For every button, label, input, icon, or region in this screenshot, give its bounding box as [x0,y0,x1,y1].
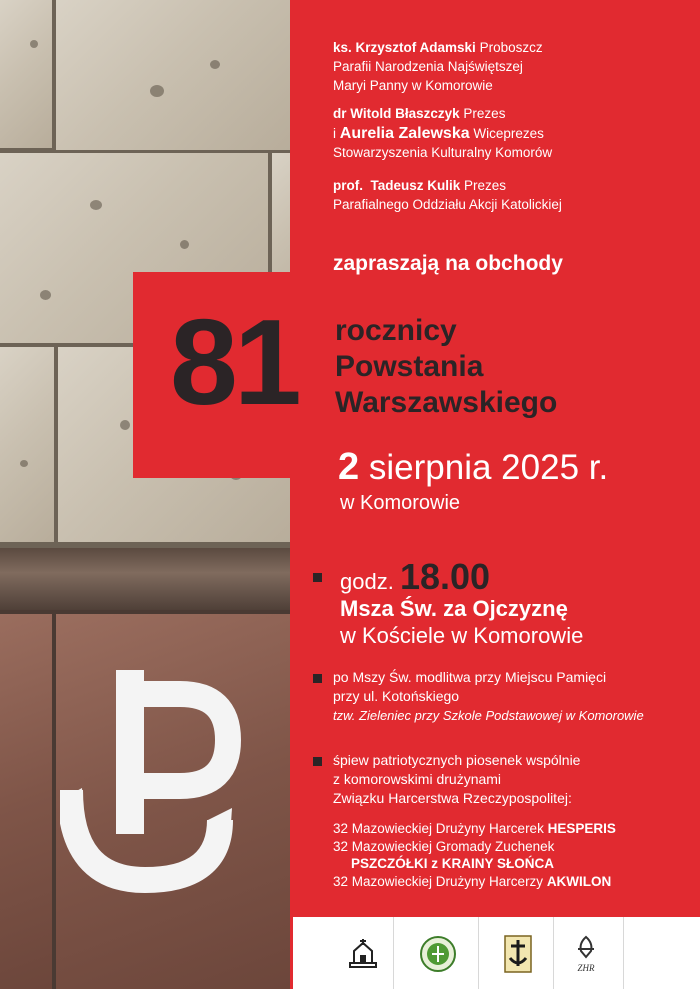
footer-logos [293,917,700,989]
kotwica-symbol-icon [60,670,250,900]
mass-church: w Kościele w Komorowie [340,623,584,648]
host-adamski: ks. Krzysztof Adamski Proboszcz Parafii Narodzenia Najświętszej Maryi Panny w Komorowie [333,40,543,93]
event-place: w Komorowie [340,492,461,514]
host-zalewska: i Aurelia Zalewska Wiceprezes Stowarzyszenia Kulturalny Komorów [333,125,553,160]
bullet-icon [313,573,322,582]
anniversary-number: 81 [170,294,298,430]
scout-unit: PSZCZÓŁKI z KRAINY SŁOŃCA [351,856,555,871]
association-logo-icon [408,931,468,977]
scout-unit: 32 Mazowieckiej Gromady Zuchenek [333,838,555,854]
zhr-logo-icon: ZHR [556,931,616,977]
invite-text: zapraszają na obchody [333,252,563,275]
host-blaszczyk: dr Witold Błaszczyk Prezes [333,106,506,121]
mass-time: godz. 18.00 [340,556,491,597]
scout-units-list [333,820,616,890]
anniversary-title: rocznicy Powstania Warszawskiego [335,314,558,419]
ak-anchor-logo-icon [488,931,548,977]
bullet-icon [313,757,322,766]
prayer-info: po Mszy Św. modlitwa przy Miejscu Pamięci przy ul. Kotońskiego tzw. Zieleniec przy Szkole Podstawowej w Komorowie [333,669,644,723]
mass-title: Msza Św. za Ojczyznę [340,596,568,621]
host-kulik: prof. Tadeusz Kulik Prezes Parafialnego Oddziału Akcji Katolickiej [333,178,562,212]
event-date: 2 sierpnia 2025 r. [338,446,609,488]
parish-logo-icon [333,931,393,977]
wall-photo [0,0,290,989]
bullet-icon [313,674,322,683]
scout-unit: 32 Mazowieckiej Drużyny Harcerek HESPERIS [333,821,616,836]
singing-info: śpiew patriotycznych piosenek wspólnie z komorowskimi drużynami Związku Harcerstwa Rzeczypospolitej: [333,752,581,806]
scout-unit: 32 Mazowieckiej Drużyny Harcerzy AKWILON [333,873,612,889]
